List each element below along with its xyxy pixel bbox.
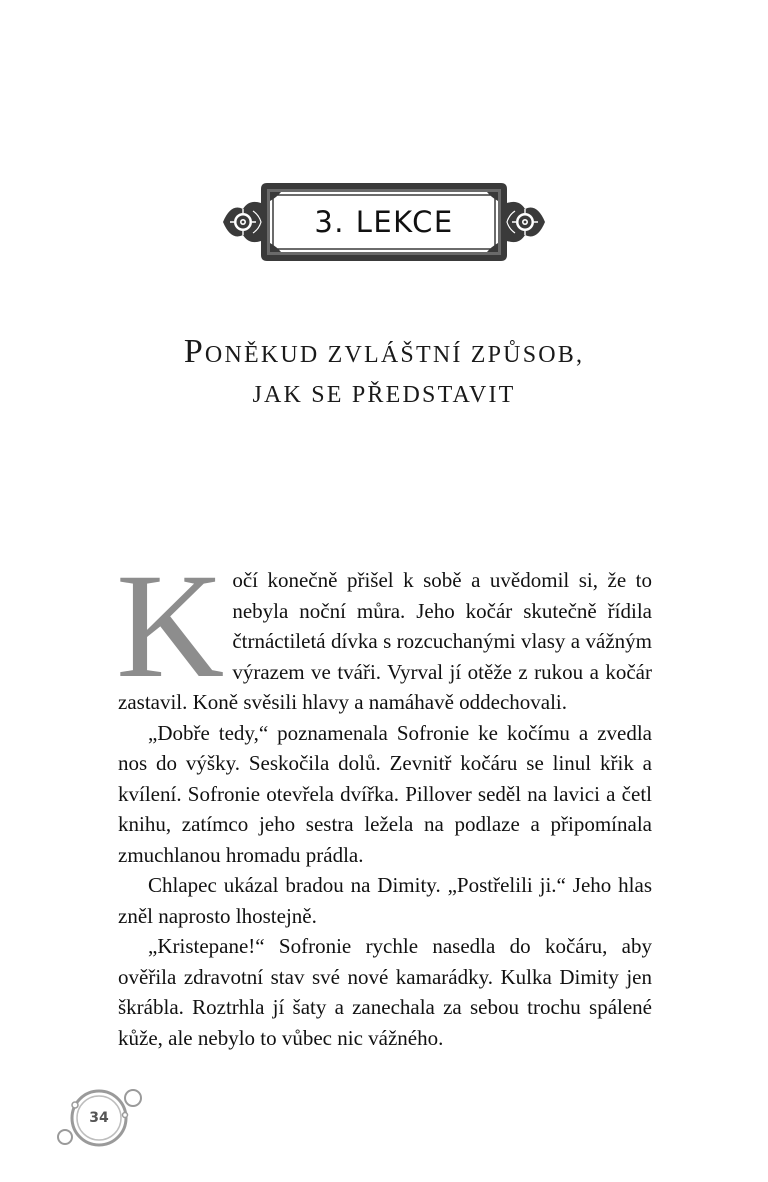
chapter-title-line-1: PONĚKUD ZVLÁŠTNÍ ZPŮSOB, <box>183 333 585 370</box>
page-number: 34 <box>89 1110 109 1126</box>
drop-cap: K <box>116 543 225 709</box>
chapter-title <box>60 332 708 415</box>
paragraph-1-text: očí konečně přišel k sobě a uvědomil si, že to nebyla noční můra. Jeho kočár skutečně řídila čtrnáctiletá dívka s rozcuchanými vlasy a vážným výrazem ve tváři. Vyrval jí otěže z rukou a kočár zastavil. Koně svěsili hlavy a namáhavě oddechovali. <box>118 568 652 714</box>
chapter-title-line-2: JAK SE PŘEDSTAVIT <box>252 382 516 408</box>
body-text <box>116 543 652 1053</box>
chapter-number: 3. LEKCE <box>314 205 454 239</box>
paragraph-1 <box>116 543 652 718</box>
paragraph-3: Chlapec ukázal bradou na Dimity. „Postřelili ji.“ Jeho hlas zněl naprosto lhostejně. <box>118 873 652 928</box>
paragraph-2: „Dobře tedy,“ poznamenala Sofronie ke kočímu a zvedla nos do výšky. Seskočila dolů. Zevnitř kočáru se linul křik a kvílení. Sofronie otevřela dvířka. Pillover seděl na lavici a četl knihu, zatímco jeho sestra ležela na podlaze a připomínala zmuchlanou hromadu prádla. <box>118 720 652 867</box>
chapter-banner <box>221 181 547 263</box>
page-number-area <box>55 1085 145 1151</box>
paragraph-4: „Kristepane!“ Sofronie rychle nasedla do kočáru, aby ověřila zdravotní stav své nové kamarádky. Kulka Dimity jen škrábla. Roztrhla jí šaty a zanechala za sebou trochu spálené kůže, ale nebylo to vůbec nic vážného. <box>118 934 652 1050</box>
